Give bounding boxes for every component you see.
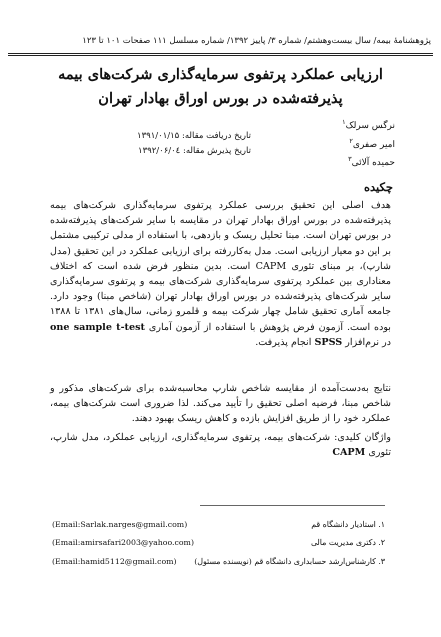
- abstract-tail-prefix: در نرم‌افزار: [345, 336, 391, 348]
- keywords-paragraph: [50, 430, 391, 460]
- abstract-tail-suffix: انجام پذیرفت.: [255, 336, 312, 348]
- author-1: [342, 118, 395, 131]
- article-title-line-1: ارزیابی عملکرد پرتفوی سرمایه‌گذاری شرکت‌های بیمه: [58, 66, 383, 83]
- statistical-test-name: one sample t-test: [50, 321, 145, 333]
- keywords-capm: CAPM: [332, 447, 366, 459]
- footnote-1-email: (Email:Sarlak.narges@gmail.com): [52, 520, 188, 529]
- abstract-body-1: هدف اصلی این تحقیق بررسی عملکرد پرتفوی سرمایه‌گذاری شرکت‌های بیمه پذیرفته‌شده در بورس اوراق بهادار تهران در مقایسه با سایر شرکت‌های پذیرفته‌شده در بورس تهران است. مبنا تحلیل ریسک و بازدهی، با استفاده از مدلی ترکیبی مشتمل بر این دو معیار ارزیابی است. مدل به‌کاررفته برای ارزیابی عملکرد در این تحقیق (مدل شارپ)، بر مبنای تئوری CAPM است. بدین منظور فرض شده است که اختلاف معناداری بین عملکرد پرتفوی سرمایه‌گذاری شرکت‌های بیمه و پرتفوی سرمایه‌گذاری سایر شرکت‌های پذیرفته‌شده در بورس اوراق بهادار تهران (شاخص مبنا) وجود دارد. جامعه آماری تحقیق شامل چهار شرکت بیمه و قلمرو زمانی، سال‌های ۱۳۸۱ تا ۱۳۸۸ بوده است. آزمون فرض پژوهش با استفاده از آزمون آماری: [50, 200, 392, 333]
- journal-header: پژوهشنامۀ بیمه/ سال بیست‌وهشتم/ شماره ۳/ پاییز ۱۳۹۲/ شماره مسلسل ۱۱۱ صفحات ۱۰۱ تا ۱۲۳: [82, 36, 431, 46]
- footnote-1-affiliation: ۱. استادیار دانشگاه قم: [311, 520, 385, 529]
- abstract-paragraph-1: [50, 198, 391, 350]
- abstract-paragraph-2: نتایج به‌دست‌آمده از مقایسه شاخص شارپ محاسبه‌شده برای شرکت‌های مذکور و شاخص مبنا، فرضیه اصلی تحقیق را تأیید می‌کند. لذا ضروری است شرکت‌های بیمه، عملکرد خود را از طریق افزایش بازده و کاهش ریسک بهبود دهند.: [50, 383, 391, 425]
- author-3-name: حمیده آلائی: [351, 158, 395, 168]
- author-1-name: نرگس سرلک: [345, 121, 395, 131]
- footnote-3-affiliation: ۳. کارشناس‌ارشد حسابداری دانشگاه قم (نویسنده مسئول): [194, 557, 385, 566]
- author-3: [348, 155, 395, 168]
- author-2-mark: ۲: [349, 137, 353, 145]
- author-2: [349, 137, 395, 150]
- footnote-2-affiliation: ۲. دکتری مدیریت مالی: [310, 538, 385, 547]
- header-rule-bottom: [8, 55, 433, 56]
- footnote-separator: [200, 505, 385, 506]
- author-1-mark: ۱: [342, 118, 346, 126]
- author-3-mark: ۳: [348, 155, 352, 163]
- author-2-name: امیر صفری: [352, 140, 395, 150]
- keywords-list: شرکت‌های بیمه، پرتفوی سرمایه‌گذاری، ارزیابی عملکرد، مدل شارپ، تئوری: [50, 432, 391, 459]
- footnote-3-email: (Email:hamid5112@gmail.com): [52, 557, 177, 566]
- software-name: SPSS: [314, 336, 343, 348]
- article-title-line-2: پذیرفته‌شده در بورس اوراق بهادار تهران: [98, 90, 343, 107]
- keywords-label: واژگان کلیدی:: [334, 432, 391, 443]
- header-rule-top: [8, 53, 433, 54]
- accepted-date: تاریخ پذیرش مقاله: ۱۳۹۲/۰۶/۰٤: [138, 146, 251, 156]
- abstract-heading: چکیده: [364, 180, 393, 194]
- footnote-2-email: (Email:amirsafari2003@yahoo.com): [52, 538, 194, 547]
- received-date: تاریخ دریافت مقاله: ۱۳۹۱/۰۱/۱۵: [137, 131, 251, 141]
